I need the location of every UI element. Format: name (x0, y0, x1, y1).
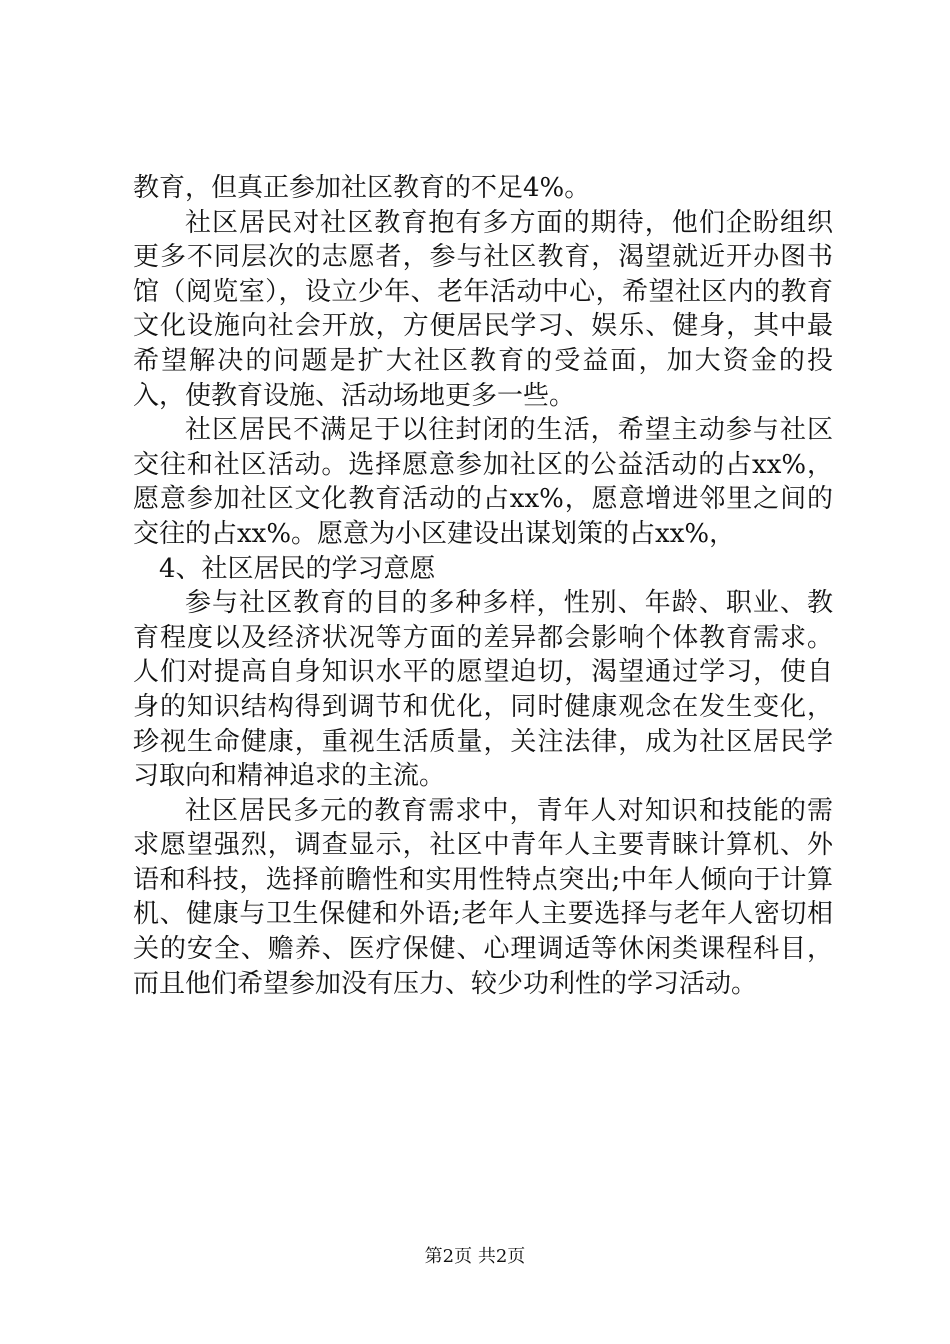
paragraph-expectations: 社区居民对社区教育抱有多方面的期待，他们企盼组织更多不同层次的志愿者，参与社区教育，渴望就近开办图书馆（阅览室），设立少年、老年活动中心，希望社区内的教育文化设施向社会开放，方便居民学习、娱乐、健身，其中最希望解决的问题是扩大社区教育的受益面，加大资金的投入，使教育设施、活动场地更多一些。 (133, 207, 833, 411)
document-body (133, 171, 833, 1001)
page-footer: 第2页 共2页 (424, 1246, 526, 1267)
section-heading: 4、社区居民的学习意愿 (159, 553, 436, 584)
paragraph-participation: 社区居民不满足于以往封闭的生活，希望主动参与社区交往和社区活动。选择愿意参加社区的公益活动的占xx%，愿意参加社区文化教育活动的占xx%，愿意增进邻里之间的交往的占xx%。愿意为小区建设出谋划策的占xx%， (133, 415, 833, 549)
paragraph-learning-needs: 社区居民多元的教育需求中，青年人对知识和技能的需求愿望强烈，调查显示，社区中青年人主要青睐计算机、外语和科技，选择前瞻性和实用性特点突出;中年人倾向于计算机、健康与卫生保健和外语;老年人主要选择与老年人密切相关的安全、赡养、医疗保健、心理调适等休闲类课程科目，而且他们希望参加没有压力、较少功利性的学习活动。 (133, 795, 833, 999)
paragraph-learning-goals: 参与社区教育的目的多种多样，性别、年龄、职业、教育程度以及经济状况等方面的差异都会影响个体教育需求。人们对提高自身知识水平的愿望迫切，渴望通过学习，使自身的知识结构得到调节和优化，同时健康观念在发生变化，珍视生命健康，重视生活质量，关注法律，成为社区居民学习取向和精神追求的主流。 (133, 588, 833, 792)
paragraph-continuation: 教育，但真正参加社区教育的不足4%。 (133, 173, 591, 203)
